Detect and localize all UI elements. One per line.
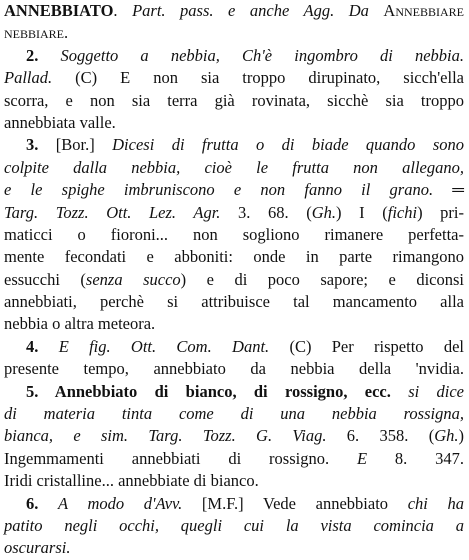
text-run: Dicesi di frutta o di biade quando sono xyxy=(112,135,464,155)
entry-line xyxy=(4,425,464,447)
text-run: nebbia o altra meteora. xyxy=(4,314,156,334)
text-run: ) xyxy=(458,426,464,446)
text-run: . xyxy=(113,1,133,20)
text-run: Gh. xyxy=(434,426,459,446)
text-run: colpite dalla nebbia, cioè le frutta non allegano, xyxy=(4,157,464,177)
sense-3-line xyxy=(4,134,464,156)
text-run: E fig. Ott. Com. Dant. xyxy=(58,336,270,356)
text-run: chi ha xyxy=(407,493,464,513)
entry-line xyxy=(4,202,464,224)
text-run: 5. Annebbiato di bianco, di rossigno, ecc. xyxy=(26,381,391,401)
text-run: Part. pass. e anche Agg. Da xyxy=(132,1,384,20)
text-run: scorra, e non sia terra già rovinata, sicchè sia troppo xyxy=(4,90,464,110)
text-run: oscurarsi. xyxy=(4,538,71,558)
text-run: 6. xyxy=(26,493,59,513)
text-run: senza succo xyxy=(85,269,181,289)
text-run: annebbiata valle. xyxy=(4,112,116,132)
text-run: annebbiati, perchè si attribuisce tal mancamento alla xyxy=(4,292,464,312)
text-run: e le spighe imbruniscono e non fanno il grano. xyxy=(4,180,434,200)
text-run: (C) Per rispetto del xyxy=(269,336,465,356)
text-run: fichi xyxy=(387,202,418,222)
entry-line xyxy=(4,515,464,537)
text-run: nebbiare. xyxy=(4,23,69,43)
text-run: 3. 68. ( xyxy=(220,202,312,222)
text-run: 6. 358. ( xyxy=(326,426,435,446)
text-run: mente fecondati e abboniti: onde in parte rimangono xyxy=(4,247,464,267)
text-run: essucchi ( xyxy=(4,269,86,289)
text-run: si dice xyxy=(390,381,464,401)
text-run: Iridi cristalline... annebbiate di bianco. xyxy=(4,471,259,491)
text-run: Gh. xyxy=(311,202,337,222)
text-run: Targ. Tozz. Ott. Lez. Agr. xyxy=(4,202,221,222)
text-run: 2. xyxy=(26,45,61,65)
text-run: Pallad. xyxy=(4,68,53,88)
text-run: Soggetto a nebbia, Ch'è ingombro di nebbia. xyxy=(60,45,465,65)
entry-line xyxy=(4,448,464,470)
entry-line xyxy=(4,313,464,335)
text-run: ) pri- xyxy=(417,202,465,222)
text-run: 3. xyxy=(26,135,56,155)
text-run: maticci o fioroni... non sogliono rimanere perfetta- xyxy=(4,224,464,244)
text-run: 4. xyxy=(26,336,59,356)
sense-4-line xyxy=(4,336,464,358)
entry-line xyxy=(4,22,464,44)
text-run: ═ xyxy=(433,180,464,200)
entry-line xyxy=(4,0,464,22)
entry-line xyxy=(4,269,464,291)
entry-line xyxy=(4,157,464,179)
text-run: Annebbiare xyxy=(383,1,465,20)
text-run: [M.F.] Vede annebbiato xyxy=(182,493,408,513)
entry-line xyxy=(4,470,464,492)
text-run: patito negli occhi, quegli cui la vista comincia a xyxy=(4,515,464,535)
entry-line xyxy=(4,291,464,313)
text-run: presente tempo, annebbiato da nebbia della 'nvidia. xyxy=(4,359,464,379)
sense-2-line xyxy=(4,45,464,67)
text-run: di materia tinta come di una nebbia rossigna, xyxy=(4,404,464,424)
dictionary-entry-annebbiato xyxy=(4,0,464,560)
sense-6-line xyxy=(4,493,464,515)
entry-line xyxy=(4,224,464,246)
text-run: ANNEBBIATO xyxy=(4,1,114,20)
entry-line xyxy=(4,537,464,559)
sense-5-line xyxy=(4,381,464,403)
entry-line xyxy=(4,179,464,201)
entry-line xyxy=(4,403,464,425)
text-run: (C) E non sia troppo dirupinato, sicch'ella xyxy=(52,68,464,88)
text-run: ) e di poco sapore; e diconsi xyxy=(180,269,464,289)
entry-line xyxy=(4,90,464,112)
text-run: A modo d'Avv. xyxy=(58,493,183,513)
text-run: E xyxy=(356,448,368,468)
text-run: 8. 347. xyxy=(367,448,464,468)
entry-line xyxy=(4,67,464,89)
text-run: [Bor.] xyxy=(55,135,113,155)
entry-line xyxy=(4,112,464,134)
text-run: bianca, e sim. Targ. Tozz. G. Viag. xyxy=(4,426,327,446)
text-run: Ingemmamenti annebbiati di rossigno. xyxy=(4,448,357,468)
text-run: ) I ( xyxy=(336,202,388,222)
entry-line xyxy=(4,246,464,268)
entry-line xyxy=(4,358,464,380)
